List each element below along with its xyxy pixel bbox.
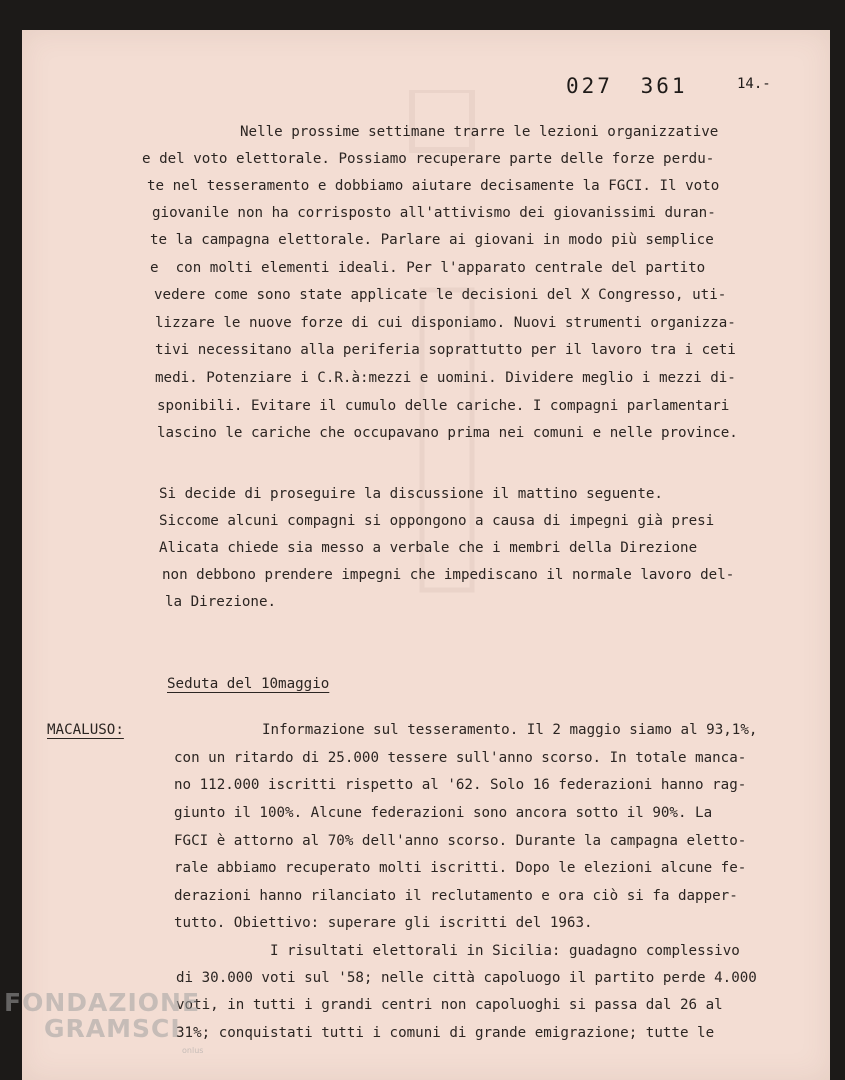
text-line: derazioni hanno rilanciato il reclutamento e ora ciò si fa dapper- <box>174 888 738 904</box>
text-line: Siccome alcuni compagni si oppongono a causa di impegni già presi <box>159 513 715 529</box>
speaker-label: MACALUSO: <box>47 722 124 738</box>
text-line: tivi necessitano alla periferia soprattutto per il lavoro tra i ceti <box>155 342 736 358</box>
watermark-line-1: FONDAZIONE <box>4 988 201 1017</box>
text-line: medi. Potenziare i C.R.à:mezzi e uomini. Dividere meglio i mezzi di- <box>155 370 736 386</box>
text-line: 31%; conquistati tutti i comuni di grande emigrazione; tutte le <box>176 1025 715 1041</box>
page-sequence-number: 14.- <box>737 76 771 92</box>
text-line: no 112.000 iscritti rispetto al '62. Solo 16 federazioni hanno rag- <box>174 777 747 793</box>
text-line: voti, in tutti i grandi centri non capoluoghi si passa dal 26 al <box>176 997 723 1013</box>
text-line: non debbono prendere impegni che impediscano il normale lavoro del- <box>162 567 735 583</box>
text-line: FGCI è attorno al 70% dell'anno scorso. Durante la campagna eletto- <box>174 833 747 849</box>
text-line: e con molti elementi ideali. Per l'apparato centrale del partito <box>150 260 706 276</box>
text-line: rale abbiamo recuperato molti iscritti. Dopo le elezioni alcune fe- <box>174 860 747 876</box>
watermark-line-3: onlus <box>182 1046 204 1055</box>
text-line: giovanile non ha corrisposto all'attivismo dei giovanissimi duran- <box>152 205 716 221</box>
text-line: Informazione sul tesseramento. Il 2 maggio siamo al 93,1%, <box>262 722 758 738</box>
archive-number: 027 361 <box>566 74 688 98</box>
text-line: sponibili. Evitare il cumulo delle cariche. I compagni parlamentari <box>157 398 730 414</box>
text-line: Si decide di proseguire la discussione il mattino seguente. <box>159 486 663 502</box>
text-line: giunto il 100%. Alcune federazioni sono ancora sotto il 90%. La <box>174 805 713 821</box>
text-line: te nel tesseramento e dobbiamo aiutare decisamente la FGCI. Il voto <box>147 178 720 194</box>
document-page <box>22 30 830 1080</box>
fondazione-gramsci-watermark <box>4 988 204 1068</box>
text-line: Alicata chiede sia messo a verbale che i membri della Direzione <box>159 540 698 556</box>
text-line: I risultati elettorali in Sicilia: guadagno complessivo <box>270 943 740 959</box>
text-line: la Direzione. <box>165 594 277 610</box>
text-line: te la campagna elettorale. Parlare ai giovani in modo più semplice <box>150 232 714 248</box>
text-line: con un ritardo di 25.000 tessere sull'anno scorso. In totale manca- <box>174 750 747 766</box>
text-line: lizzare le nuove forze di cui disponiamo. Nuovi strumenti organizza- <box>155 315 736 331</box>
section-heading: Seduta del 10maggio <box>167 676 330 692</box>
text-line: lascino le cariche che occupavano prima nei comuni e nelle province. <box>157 425 738 441</box>
text-line: Nelle prossime settimane trarre le lezioni organizzative <box>240 124 719 140</box>
text-line: tutto. Obiettivo: superare gli iscritti del 1963. <box>174 915 593 931</box>
text-line: e del voto elettorale. Possiamo recuperare parte delle forze perdu- <box>142 151 715 167</box>
text-line: vedere come sono state applicate le decisioni del X Congresso, uti- <box>154 287 727 303</box>
text-line: di 30.000 voti sul '58; nelle città capoluogo il partito perde 4.000 <box>176 970 757 986</box>
watermark-line-2: GRAMSCI <box>44 1014 181 1043</box>
